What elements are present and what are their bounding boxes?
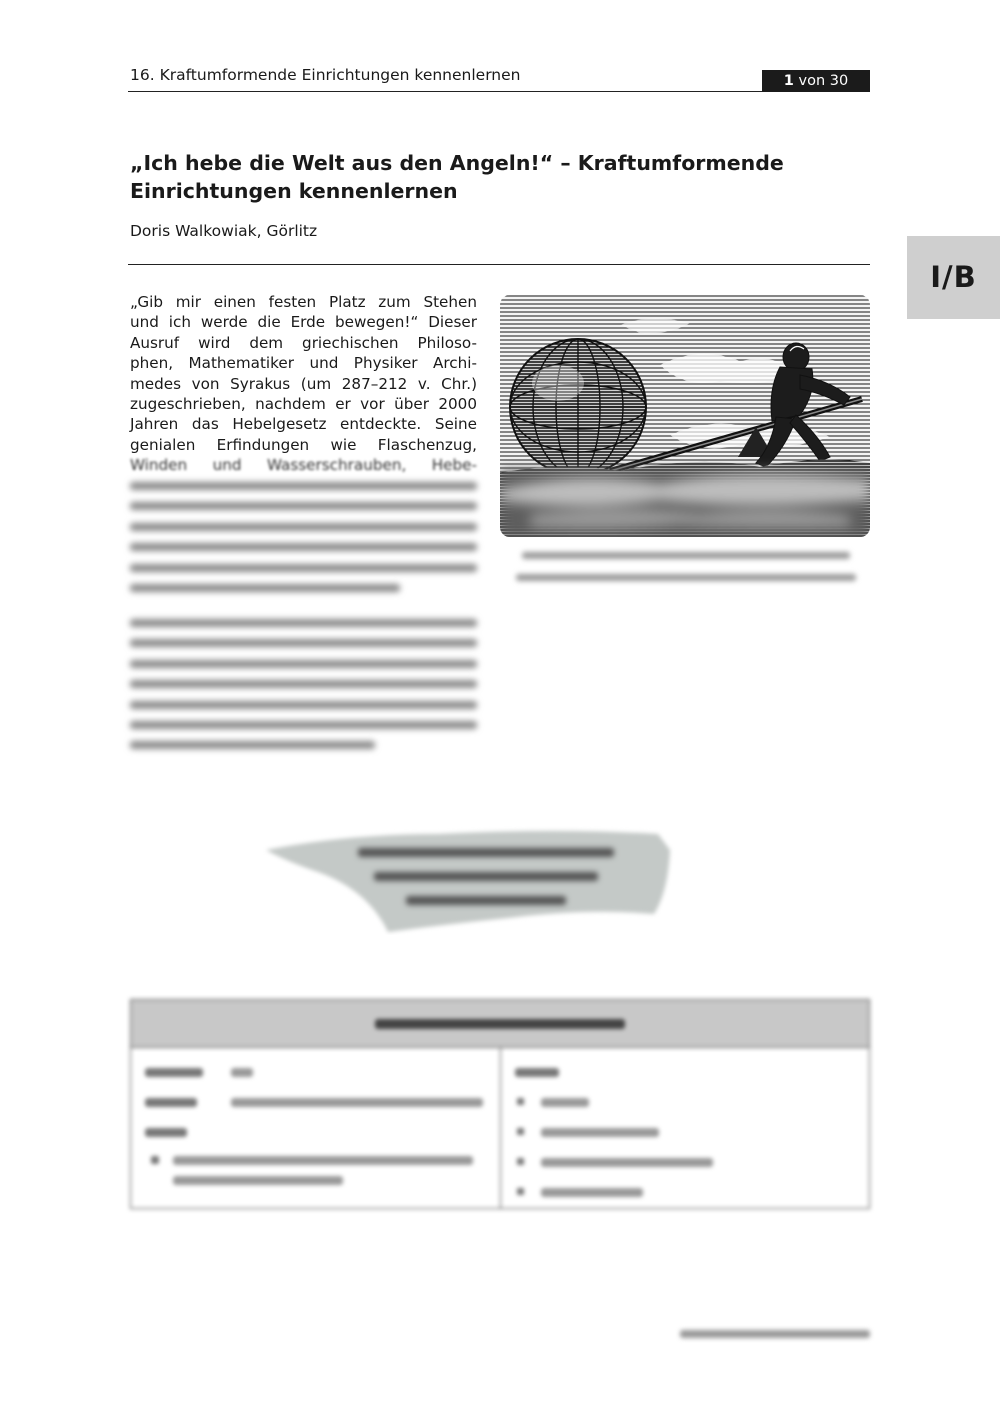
blurred-text-lines — [130, 475, 477, 600]
document-title — [130, 149, 830, 205]
page-footer — [620, 1328, 870, 1343]
author-line: Doris Walkowiak, Görlitz — [130, 222, 318, 240]
blurred-callout-lines — [336, 840, 636, 912]
overview-header — [131, 1000, 869, 1048]
page-number-badge — [762, 70, 870, 92]
overview-left-column — [131, 1048, 501, 1208]
overview-box — [130, 999, 870, 1209]
intro-line: phen, Mathematiker und Physiker Archi- — [130, 354, 477, 373]
illustration-caption — [500, 545, 870, 597]
intro-paragraph — [130, 292, 477, 476]
illustration-blurred-area — [500, 470, 870, 537]
overview-right-column — [501, 1048, 869, 1208]
intro-line: und ich werde die Erde bewegen!“ Dieser — [130, 313, 477, 332]
intro-line: medes von Syrakus (um 287–212 v. Chr.) — [130, 374, 477, 393]
page-total: von 30 — [798, 73, 849, 89]
overview-columns — [131, 1048, 869, 1208]
intro-line: genialen Erfindungen wie Flaschenzug, — [130, 435, 477, 454]
intro-line: „Gib mir einen festen Platz zum Stehen — [130, 293, 477, 311]
blurred-landscape — [500, 470, 870, 537]
blurred-text-lines — [130, 612, 477, 752]
blurred-caption-lines — [500, 545, 870, 589]
intro-line: Winden und Wasserschrauben, Hebe- — [130, 456, 477, 475]
blurred-paragraph-1 — [130, 475, 477, 606]
callout-text — [336, 840, 636, 920]
blurred-footer-text — [620, 1328, 870, 1340]
title-rule — [128, 264, 870, 265]
section-tab: I/B — [907, 236, 1000, 319]
title-line-2: Einrichtungen kennenlernen — [130, 179, 458, 203]
page-current: 1 — [783, 73, 794, 89]
intro-line: Jahren das Hebelgesetz entdeckte. Seine — [130, 415, 477, 434]
blurred-header-text — [375, 1017, 625, 1031]
intro-line: zugeschrieben, nachdem er vor über 2000 — [130, 395, 477, 414]
intro-line: Ausruf wird dem griechischen Philoso- — [130, 333, 477, 352]
archimedes-illustration — [500, 295, 870, 537]
blurred-paragraph-2 — [130, 612, 477, 758]
blurred-right-content — [515, 1058, 855, 1198]
blurred-left-content — [145, 1058, 485, 1198]
header-rule — [128, 91, 870, 92]
title-line-1: „Ich hebe die Welt aus den Angeln!“ – Kraftumformende — [130, 151, 784, 175]
running-head: 16. Kraftumformende Einrichtungen kennenlernen — [130, 66, 521, 84]
